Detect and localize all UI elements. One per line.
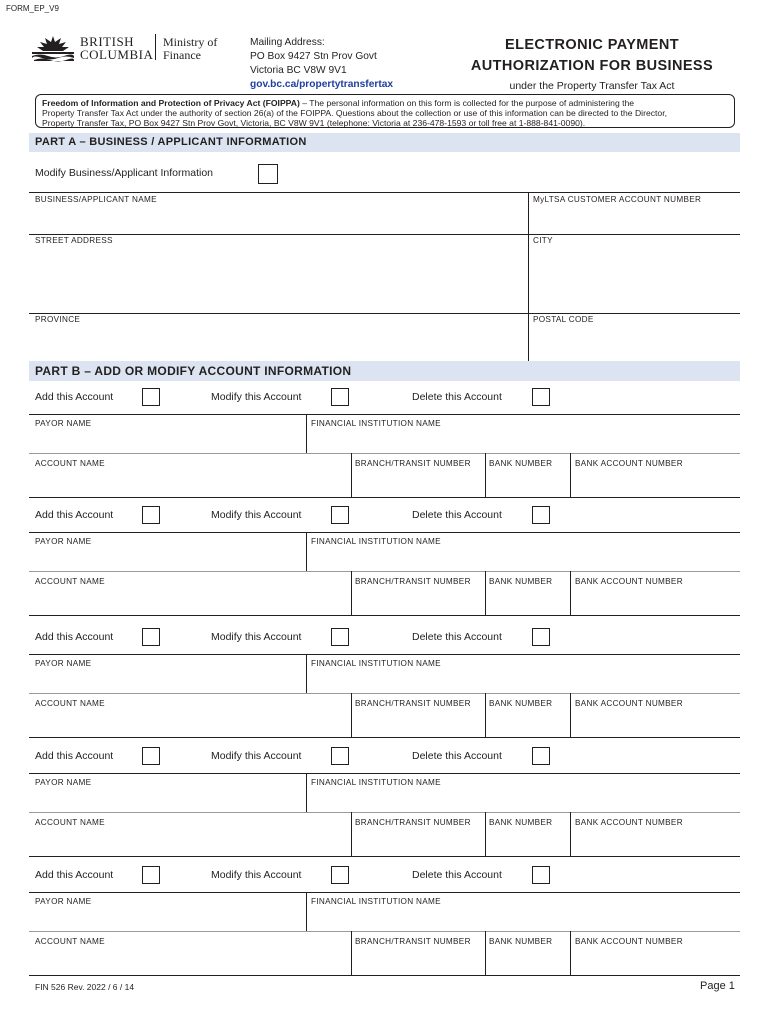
bc-wordmark [80, 35, 153, 61]
myltsa-field[interactable] [529, 202, 740, 234]
delete-account-label: Delete this Account [412, 391, 502, 403]
bank-number-label: BANK NUMBER [489, 699, 553, 708]
form-title-line1: ELECTRONIC PAYMENT [505, 37, 679, 53]
bank-number-field[interactable] [486, 828, 570, 856]
foippa-notice [35, 94, 735, 128]
divider [29, 497, 740, 498]
financial-institution-field[interactable] [307, 906, 740, 931]
payor-name-field[interactable] [29, 428, 306, 453]
bank-number-label: BANK NUMBER [489, 937, 553, 946]
financial-institution-label: FINANCIAL INSTITUTION NAME [311, 897, 441, 906]
delete-account-label: Delete this Account [412, 509, 502, 521]
modify-account-label: Modify this Account [211, 750, 302, 762]
financial-institution-label: FINANCIAL INSTITUTION NAME [311, 659, 441, 668]
branch-transit-field[interactable] [352, 709, 485, 737]
divider [29, 856, 740, 857]
divider [29, 192, 740, 193]
modify-account-checkbox[interactable] [331, 388, 349, 406]
divider [29, 773, 740, 774]
add-account-label: Add this Account [35, 631, 114, 643]
branch-transit-field[interactable] [352, 947, 485, 975]
bank-account-label: BANK ACCOUNT NUMBER [575, 459, 683, 468]
divider [29, 892, 740, 893]
divider [29, 812, 740, 813]
ministry-line2: Finance [163, 48, 201, 62]
account-name-label: ACCOUNT NAME [35, 818, 105, 827]
branch-transit-field[interactable] [352, 587, 485, 615]
add-account-checkbox[interactable] [142, 866, 160, 884]
add-account-label: Add this Account [35, 509, 114, 521]
myltsa-label: MyLTSA CUSTOMER ACCOUNT NUMBER [533, 195, 702, 204]
account-name-field[interactable] [29, 828, 351, 856]
bank-number-field[interactable] [486, 469, 570, 497]
bc-wordmark-line2: COLUMBIA [80, 47, 154, 62]
logo-divider [155, 34, 156, 60]
delete-account-label: Delete this Account [412, 869, 502, 881]
mailing-line1: PO Box 9427 Stn Prov Govt [250, 51, 377, 62]
bank-account-field[interactable] [571, 828, 740, 856]
bank-account-field[interactable] [571, 469, 740, 497]
bank-account-label: BANK ACCOUNT NUMBER [575, 937, 683, 946]
account-name-label: ACCOUNT NAME [35, 459, 105, 468]
bank-number-field[interactable] [486, 587, 570, 615]
modify-applicant-checkbox[interactable] [258, 164, 278, 184]
payor-name-field[interactable] [29, 906, 306, 931]
add-account-checkbox[interactable] [142, 628, 160, 646]
payor-name-label: PAYOR NAME [35, 419, 92, 428]
bank-account-label: BANK ACCOUNT NUMBER [575, 818, 683, 827]
divider [29, 571, 740, 572]
website-link[interactable]: gov.bc.ca/propertytransfertax [250, 79, 394, 90]
financial-institution-label: FINANCIAL INSTITUTION NAME [311, 537, 441, 546]
modify-account-label: Modify this Account [211, 391, 302, 403]
mailing-address [250, 36, 393, 92]
street-address-label: STREET ADDRESS [35, 236, 113, 245]
payor-name-field[interactable] [29, 668, 306, 693]
form-subtitle: under the Property Transfer Tax Act [509, 80, 675, 92]
foippa-line1: – The personal information on this form is collected for the purpose of administering the [299, 98, 635, 108]
modify-account-label: Modify this Account [211, 631, 302, 643]
bc-logo-icon [28, 30, 78, 62]
province-label: PROVINCE [35, 315, 81, 324]
bank-number-label: BANK NUMBER [489, 577, 553, 586]
delete-account-checkbox[interactable] [532, 747, 550, 765]
bc-wordmark-line1: BRITISH [80, 34, 135, 49]
page-number: Page 1 [700, 980, 735, 992]
branch-transit-label: BRANCH/TRANSIT NUMBER [355, 937, 471, 946]
modify-account-checkbox[interactable] [331, 506, 349, 524]
divider [29, 414, 740, 415]
add-account-label: Add this Account [35, 869, 114, 881]
account-name-label: ACCOUNT NAME [35, 699, 105, 708]
branch-transit-field[interactable] [352, 828, 485, 856]
branch-transit-label: BRANCH/TRANSIT NUMBER [355, 577, 471, 586]
add-account-checkbox[interactable] [142, 388, 160, 406]
add-account-label: Add this Account [35, 391, 114, 403]
bank-account-label: BANK ACCOUNT NUMBER [575, 699, 683, 708]
divider [29, 654, 740, 655]
divider [29, 931, 740, 932]
delete-account-checkbox[interactable] [532, 506, 550, 524]
payor-name-field[interactable] [29, 787, 306, 812]
account-name-field[interactable] [29, 469, 351, 497]
delete-account-label: Delete this Account [412, 750, 502, 762]
modify-account-checkbox[interactable] [331, 628, 349, 646]
modify-applicant-label: Modify Business/Applicant Information [35, 167, 214, 179]
payor-name-label: PAYOR NAME [35, 778, 92, 787]
bank-number-label: BANK NUMBER [489, 818, 553, 827]
city-field[interactable] [529, 246, 740, 312]
financial-institution-field[interactable] [307, 787, 740, 812]
form-code: FORM_EP_V9 [6, 4, 59, 13]
form-number: FIN 526 Rev. 2022 / 6 / 14 [35, 982, 135, 992]
bank-account-field[interactable] [571, 709, 740, 737]
form-title-line2: AUTHORIZATION FOR BUSINESS [470, 58, 714, 74]
divider [29, 234, 740, 235]
financial-institution-label: FINANCIAL INSTITUTION NAME [311, 778, 441, 787]
financial-institution-field[interactable] [307, 668, 740, 693]
part-b-heading: PART B – ADD OR MODIFY ACCOUNT INFORMATION [29, 361, 740, 381]
business-name-label: BUSINESS/APPLICANT NAME [35, 195, 157, 204]
divider [29, 453, 740, 454]
delete-account-checkbox[interactable] [532, 628, 550, 646]
add-account-checkbox[interactable] [142, 506, 160, 524]
business-name-field[interactable] [29, 202, 528, 234]
foippa-bold: Freedom of Information and Protection of Privacy Act (FOIPPA) [42, 98, 300, 108]
bank-number-field[interactable] [486, 709, 570, 737]
divider [29, 532, 740, 533]
foippa-line3: Property Transfer Tax, PO Box 9427 Stn Prov Govt, Victoria, BC V8W 9V1 (telephone: Victoria at 236-478-1593 or toll free at 1-888-841-0090). [42, 118, 586, 128]
postal-code-field[interactable] [529, 325, 740, 361]
city-label: CITY [533, 236, 553, 245]
delete-account-checkbox[interactable] [532, 388, 550, 406]
postal-code-label: POSTAL CODE [533, 315, 594, 324]
modify-account-checkbox[interactable] [331, 747, 349, 765]
branch-transit-label: BRANCH/TRANSIT NUMBER [355, 818, 471, 827]
payor-name-field[interactable] [29, 546, 306, 571]
ministry-name [163, 36, 217, 62]
financial-institution-field[interactable] [307, 428, 740, 453]
financial-institution-field[interactable] [307, 546, 740, 571]
mailing-line2: Victoria BC V8W 9V1 [250, 65, 347, 76]
bank-account-field[interactable] [571, 587, 740, 615]
divider [29, 313, 740, 314]
foippa-line2: Property Transfer Tax Act under the authority of section 26(a) of the FOIPPA. Questions about the collection or use of this information can be directed to the Director, [42, 108, 667, 118]
bank-account-label: BANK ACCOUNT NUMBER [575, 577, 683, 586]
ministry-line1: Ministry of [163, 35, 218, 49]
payor-name-label: PAYOR NAME [35, 659, 92, 668]
account-name-field[interactable] [29, 709, 351, 737]
delete-account-checkbox[interactable] [532, 866, 550, 884]
part-a-heading: PART A – BUSINESS / APPLICANT INFORMATION [29, 133, 740, 152]
financial-institution-label: FINANCIAL INSTITUTION NAME [311, 419, 441, 428]
add-account-label: Add this Account [35, 750, 114, 762]
delete-account-label: Delete this Account [412, 631, 502, 643]
modify-account-label: Modify this Account [211, 509, 302, 521]
add-account-checkbox[interactable] [142, 747, 160, 765]
bank-number-field[interactable] [486, 947, 570, 975]
modify-account-label: Modify this Account [211, 869, 302, 881]
divider [29, 975, 740, 976]
bank-account-field[interactable] [571, 947, 740, 975]
account-name-label: ACCOUNT NAME [35, 577, 105, 586]
divider [29, 615, 740, 616]
form-title [452, 35, 732, 77]
payor-name-label: PAYOR NAME [35, 537, 92, 546]
modify-account-checkbox[interactable] [331, 866, 349, 884]
street-address-field[interactable] [29, 246, 528, 312]
account-name-field[interactable] [29, 587, 351, 615]
payor-name-label: PAYOR NAME [35, 897, 92, 906]
mailing-label: Mailing Address: [250, 37, 325, 48]
divider [29, 737, 740, 738]
bank-number-label: BANK NUMBER [489, 459, 553, 468]
account-name-field[interactable] [29, 947, 351, 975]
province-field[interactable] [29, 325, 528, 361]
branch-transit-field[interactable] [352, 469, 485, 497]
branch-transit-label: BRANCH/TRANSIT NUMBER [355, 459, 471, 468]
divider [29, 693, 740, 694]
account-name-label: ACCOUNT NAME [35, 937, 105, 946]
branch-transit-label: BRANCH/TRANSIT NUMBER [355, 699, 471, 708]
